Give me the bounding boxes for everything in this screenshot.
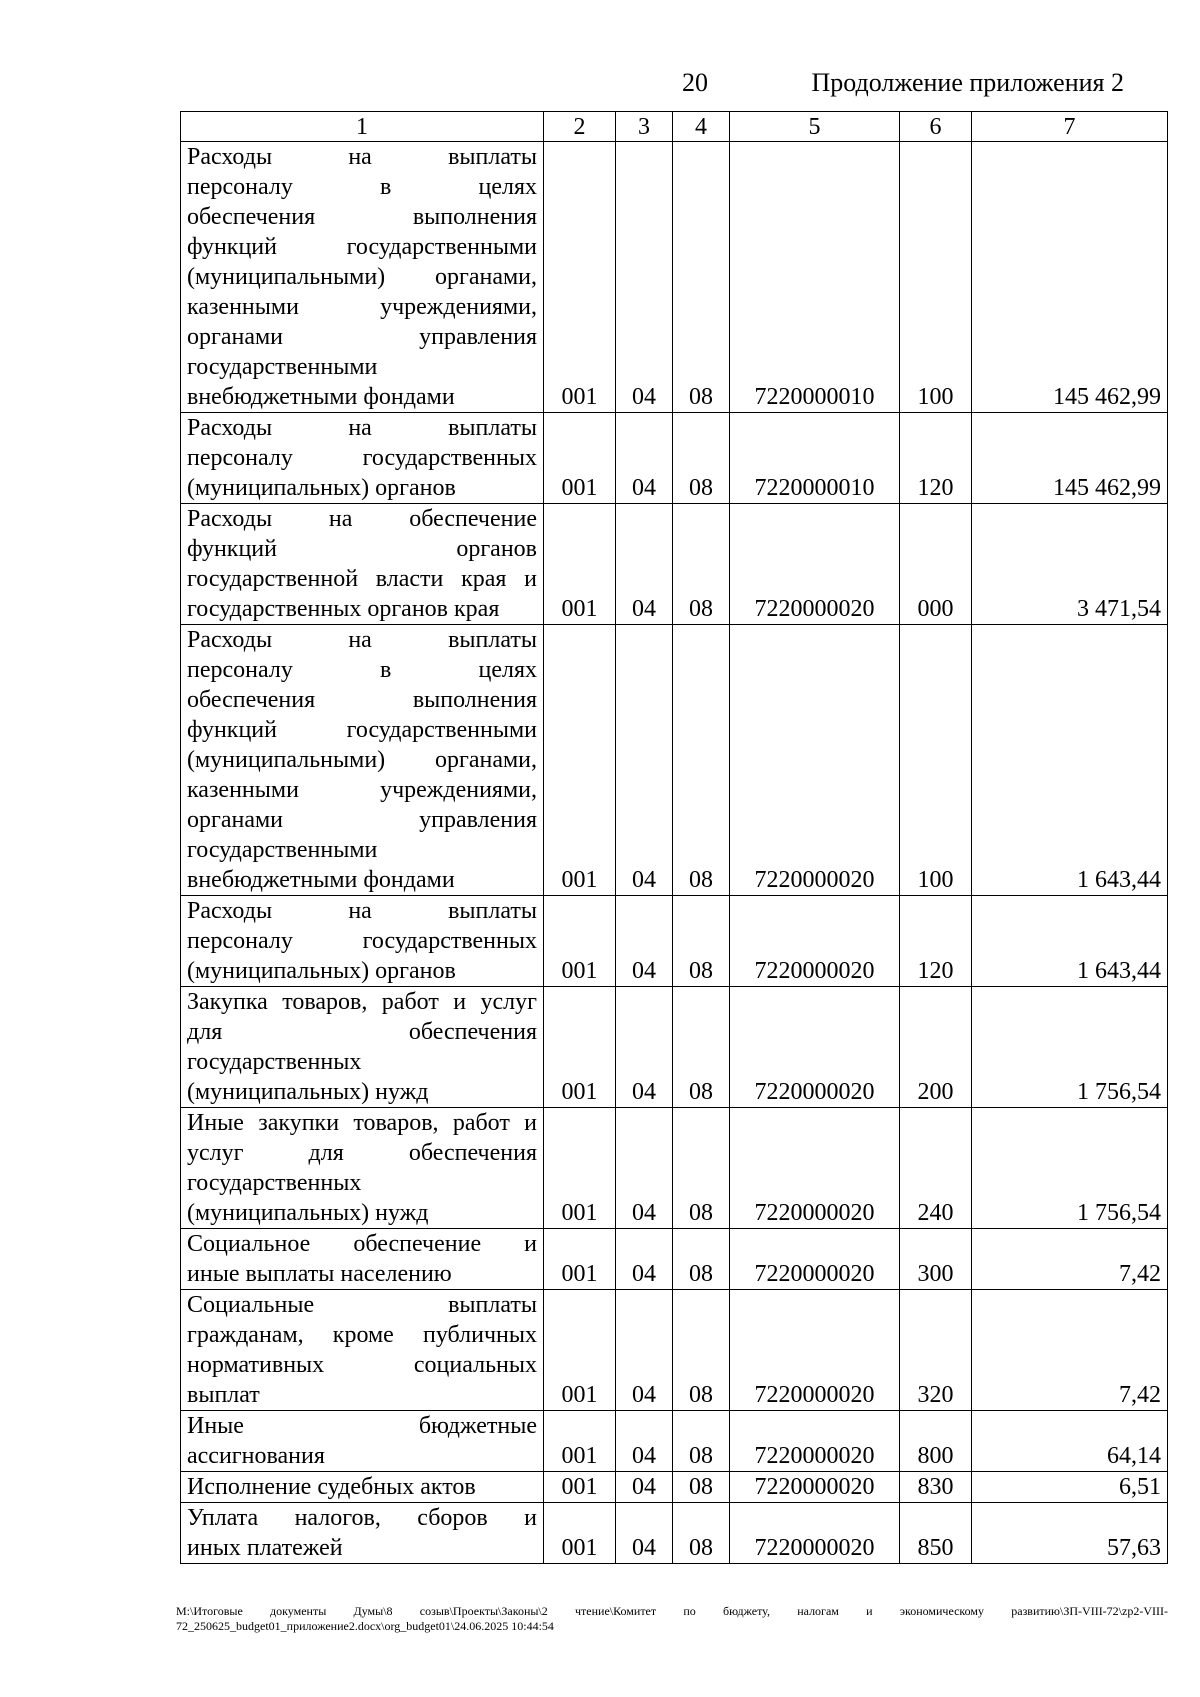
description-line: нормативных социальных [187, 1352, 537, 1378]
description-line: (муниципальных) органов [187, 958, 456, 984]
row-ministry-code: 001 [544, 413, 616, 504]
description-line: иных платежей [187, 1535, 343, 1561]
description-line: Расходы на выплаты [187, 144, 537, 170]
description-line: Исполнение судебных актов [187, 1474, 476, 1500]
description-line: Социальные выплаты [187, 1292, 537, 1318]
row-expense-type: 320 [900, 1290, 972, 1411]
row-subsection-code: 08 [673, 896, 730, 987]
row-section-code: 04 [616, 142, 673, 413]
row-description [181, 1503, 544, 1564]
row-subsection-code: 08 [673, 504, 730, 625]
row-section-code: 04 [616, 1290, 673, 1411]
row-amount: 57,63 [972, 1503, 1168, 1564]
row-ministry-code: 001 [544, 1472, 616, 1503]
row-expense-type: 120 [900, 413, 972, 504]
row-expense-type: 200 [900, 987, 972, 1108]
description-line: персоналу государственных [187, 445, 537, 471]
row-amount: 6,51 [972, 1472, 1168, 1503]
table-row [181, 413, 1168, 504]
row-section-code: 04 [616, 1472, 673, 1503]
row-target-article: 7220000010 [730, 142, 900, 413]
row-target-article: 7220000010 [730, 413, 900, 504]
description-line: Расходы на выплаты [187, 415, 537, 441]
row-ministry-code: 001 [544, 625, 616, 896]
description-line: государственных органов края [187, 596, 500, 622]
row-description [181, 1108, 544, 1229]
description-line: функций государственными [187, 234, 537, 260]
description-line: обеспечения выполнения [187, 687, 537, 713]
row-ministry-code: 001 [544, 896, 616, 987]
row-description [181, 1290, 544, 1411]
row-description [181, 1472, 544, 1503]
row-expense-type: 240 [900, 1108, 972, 1229]
budget-table [180, 111, 1168, 1564]
description-line: Закупка товаров, работ и услуг [187, 989, 537, 1015]
description-line: казенными учреждениями, [187, 777, 537, 803]
row-target-article: 7220000020 [730, 1411, 900, 1472]
table-row [181, 1503, 1168, 1564]
description-line: государственных [187, 1049, 362, 1075]
row-description [181, 504, 544, 625]
row-description [181, 896, 544, 987]
row-amount: 1 756,54 [972, 987, 1168, 1108]
row-expense-type: 100 [900, 625, 972, 896]
row-subsection-code: 08 [673, 1411, 730, 1472]
description-line: государственной власти края и [187, 566, 537, 592]
row-section-code: 04 [616, 1503, 673, 1564]
row-description [181, 1229, 544, 1290]
description-line: государственными [187, 354, 378, 380]
row-section-code: 04 [616, 413, 673, 504]
description-line: услуг для обеспечения [187, 1140, 537, 1166]
description-line: (муниципальными) органами, [187, 747, 537, 773]
description-line: функций государственными [187, 717, 537, 743]
row-section-code: 04 [616, 1229, 673, 1290]
row-amount: 3 471,54 [972, 504, 1168, 625]
row-expense-type: 800 [900, 1411, 972, 1472]
header-row [181, 112, 1168, 142]
description-line: государственными [187, 837, 378, 863]
table-row [181, 987, 1168, 1108]
description-line: органами управления [187, 807, 537, 833]
description-line: внебюджетными фондами [187, 384, 455, 410]
row-amount: 145 462,99 [972, 413, 1168, 504]
description-line: иные выплаты населению [187, 1261, 452, 1287]
description-line: обеспечения выполнения [187, 204, 537, 230]
row-target-article: 7220000020 [730, 896, 900, 987]
table-row [181, 1290, 1168, 1411]
row-ministry-code: 001 [544, 1290, 616, 1411]
row-target-article: 7220000020 [730, 625, 900, 896]
column-header-5: 5 [730, 112, 900, 142]
row-expense-type: 300 [900, 1229, 972, 1290]
row-ministry-code: 001 [544, 1108, 616, 1229]
row-target-article: 7220000020 [730, 1503, 900, 1564]
table-row [181, 625, 1168, 896]
row-section-code: 04 [616, 896, 673, 987]
row-target-article: 7220000020 [730, 504, 900, 625]
row-expense-type: 850 [900, 1503, 972, 1564]
description-line: Расходы на выплаты [187, 627, 537, 653]
description-line: органами управления [187, 324, 537, 350]
column-header-1: 1 [181, 112, 544, 142]
row-subsection-code: 08 [673, 413, 730, 504]
row-ministry-code: 001 [544, 1229, 616, 1290]
description-line: Уплата налогов, сборов и [187, 1505, 537, 1531]
row-subsection-code: 08 [673, 1472, 730, 1503]
row-subsection-code: 08 [673, 1290, 730, 1411]
column-header-2: 2 [544, 112, 616, 142]
row-expense-type: 100 [900, 142, 972, 413]
table-row [181, 1108, 1168, 1229]
row-description [181, 413, 544, 504]
row-description [181, 1411, 544, 1472]
table-row [181, 142, 1168, 413]
row-subsection-code: 08 [673, 1503, 730, 1564]
column-header-7: 7 [972, 112, 1168, 142]
row-amount: 7,42 [972, 1229, 1168, 1290]
row-subsection-code: 08 [673, 1229, 730, 1290]
row-subsection-code: 08 [673, 987, 730, 1108]
row-description [181, 987, 544, 1108]
row-target-article: 7220000020 [730, 1108, 900, 1229]
row-amount: 1 643,44 [972, 625, 1168, 896]
row-description [181, 142, 544, 413]
table-row [181, 1229, 1168, 1290]
row-ministry-code: 001 [544, 1503, 616, 1564]
row-ministry-code: 001 [544, 504, 616, 625]
row-target-article: 7220000020 [730, 1229, 900, 1290]
description-line: (муниципальных) нужд [187, 1079, 429, 1105]
description-line: для обеспечения [187, 1019, 537, 1045]
row-amount: 1 643,44 [972, 896, 1168, 987]
row-amount: 64,14 [972, 1411, 1168, 1472]
row-target-article: 7220000020 [730, 1472, 900, 1503]
description-line: ассигнования [187, 1443, 325, 1469]
row-target-article: 7220000020 [730, 1290, 900, 1411]
description-line: (муниципальными) органами, [187, 264, 537, 290]
continuation-label: Продолжение приложения 2 [811, 68, 1124, 97]
table-row [181, 896, 1168, 987]
footer-file-path: М:\Итоговые документы Думы\8 созыв\Проекты\Законы\2 чтение\Комитет по бюджету, налогам и экономическому развитию\ЗП-VIII-72\zp2-VIII-72_250625_budget01_приложение2.docx\org_budget01\24.06.2025 10:44:54 [176, 1604, 1168, 1633]
description-line: гражданам, кроме публичных [187, 1322, 537, 1348]
description-line: выплат [187, 1382, 260, 1408]
row-expense-type: 120 [900, 896, 972, 987]
description-line: Иные закупки товаров, работ и [187, 1110, 537, 1136]
row-subsection-code: 08 [673, 625, 730, 896]
row-section-code: 04 [616, 625, 673, 896]
description-line: Социальное обеспечение и [187, 1231, 537, 1257]
row-section-code: 04 [616, 1411, 673, 1472]
row-subsection-code: 08 [673, 1108, 730, 1229]
description-line: Иные бюджетные [187, 1413, 537, 1439]
row-expense-type: 830 [900, 1472, 972, 1503]
row-amount: 7,42 [972, 1290, 1168, 1411]
table-row [181, 1411, 1168, 1472]
description-line: функций органов [187, 536, 537, 562]
row-amount: 145 462,99 [972, 142, 1168, 413]
description-line: персоналу в целях [187, 657, 537, 683]
row-section-code: 04 [616, 1108, 673, 1229]
description-line: казенными учреждениями, [187, 294, 537, 320]
row-ministry-code: 001 [544, 142, 616, 413]
table-row [181, 504, 1168, 625]
description-line: внебюджетными фондами [187, 867, 455, 893]
row-subsection-code: 08 [673, 142, 730, 413]
table-row [181, 1472, 1168, 1503]
description-line: (муниципальных) органов [187, 475, 456, 501]
description-line: государственных [187, 1170, 362, 1196]
table-body [181, 142, 1168, 1564]
row-expense-type: 000 [900, 504, 972, 625]
row-target-article: 7220000020 [730, 987, 900, 1108]
description-line: (муниципальных) нужд [187, 1200, 429, 1226]
column-header-3: 3 [616, 112, 673, 142]
row-description [181, 625, 544, 896]
page-number: 20 [682, 68, 708, 97]
description-line: Расходы на выплаты [187, 898, 537, 924]
row-section-code: 04 [616, 504, 673, 625]
description-line: персоналу в целях [187, 174, 537, 200]
row-ministry-code: 001 [544, 987, 616, 1108]
row-ministry-code: 001 [544, 1411, 616, 1472]
column-header-4: 4 [673, 112, 730, 142]
column-header-6: 6 [900, 112, 972, 142]
row-amount: 1 756,54 [972, 1108, 1168, 1229]
row-section-code: 04 [616, 987, 673, 1108]
description-line: Расходы на обеспечение [187, 506, 537, 532]
description-line: персоналу государственных [187, 928, 537, 954]
